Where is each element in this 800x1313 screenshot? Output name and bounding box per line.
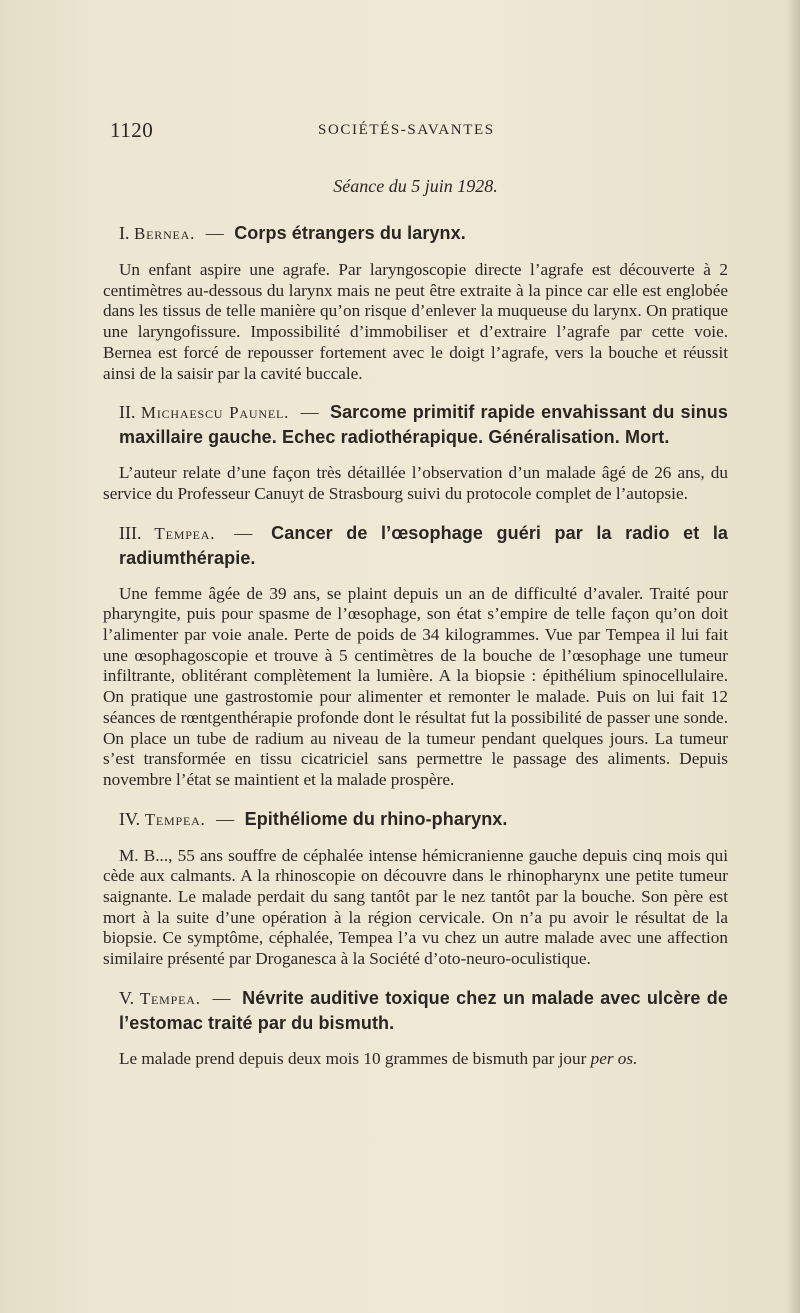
section-numeral: III.	[119, 522, 142, 543]
section-title	[103, 521, 728, 570]
running-head: SOCIÉTÉS-SAVANTES	[318, 122, 495, 138]
section-body: Une femme âgée de 39 ans, se plaint depuis un an de difficulté d’avaler. Traité pour pharyngite, puis pour spasme de l’œsophage, son état s’empire de telle façon qu’on doit l’alimenter par voie anale. Perte de poids de 34 kilogrammes. Vue par Tempea il lui fait une œsophagoscopie et trouve à 5 centimètres de la bouche de l’œsophage une tumeur infiltrante, oblitérant complètement la lumière. A la biopsie : épithélium spinocellulaire. On pratique une gastrostomie pour alimenter et remonter le malade. Puis on lui fait 12 séances de rœntgenthérapie profonde dont le résultat fut la possibilité de passer une sonde. On place un tube de radium au niveau de la tumeur pendant quelques jours. La tumeur s’est transformée en tissu cicatriciel sans permettre le passage des aliments. Depuis novembre l’état se maintient et la malade prospère.	[103, 583, 728, 789]
section-2	[103, 400, 728, 504]
section-3	[103, 521, 728, 791]
section-dash: —	[234, 522, 253, 543]
section-heading: Névrite auditive toxique chez un malade avec ulcère de l’estomac traité par du bismuth.	[119, 987, 729, 1033]
section-5	[103, 986, 728, 1070]
section-body: M. B..., 55 ans souffre de céphalée intense hémicranienne gauche depuis cinq mois qui cède aux calmants. A la rhinoscopie on découvre dans le rhinopharynx une petite tumeur saignante. Le malade perdait du sang tantôt par le nez tantôt par la bouche. Son père est mort à la suite d’une opération à la région cervicale. On n’a pu avoir le résultat de la biopsie. Ce symptôme, céphalée, Tempea l’a vu chez un autre malade avec une affection similaire présenté par Droganesca à la Société d’oto-neuro-oculistique.	[103, 845, 728, 969]
section-numeral: I.	[119, 223, 130, 243]
page-number: 1120	[110, 118, 154, 142]
section-numeral: II.	[119, 402, 136, 423]
section-heading: Epithéliome du rhino-pharynx.	[244, 808, 508, 829]
section-body	[103, 1049, 728, 1070]
section-body: Un enfant aspire une agrafe. Par laryngoscopie directe l’agrafe est découverte à 2 centimètres au-dessous du larynx mais ne peut être extraite à la pince car elle est englobée dans les tissus de telle manière qu’on risque d’enlever la muqueuse du larynx. On pratique une laryngofissure. Impossibilité d’immobiliser et d’extraire l’agrafe par cette voie. Bernea est forcé de repousser fortement avec le doigt l’agrafe, vers la bouche et réussit ainsi de la saisir par la cavité buccale.	[103, 260, 728, 383]
section-1	[103, 221, 728, 384]
section-heading: Sarcome primitif rapide envahissant du sinus maxillaire gauche. Echec radiothérapique. Généralisation. Mort.	[119, 402, 729, 448]
section-heading: Cancer de l’œsophage guéri par la radio et la radiumthérapie.	[119, 522, 729, 568]
section-numeral: IV.	[119, 808, 141, 829]
section-dash: —	[212, 987, 231, 1008]
section-4	[103, 807, 728, 970]
page-edge-shadow	[786, 0, 800, 1313]
section-body-italic: per os.	[590, 1048, 638, 1068]
section-dash: —	[216, 808, 235, 829]
session-title: Séance du 5 juin 1928.	[333, 176, 498, 196]
section-author: Bernea.	[134, 224, 196, 243]
section-author: Tempea.	[139, 988, 201, 1008]
section-title	[103, 807, 728, 832]
section-title	[103, 221, 728, 246]
section-author: Michaescu Paunel.	[140, 403, 290, 423]
page-header	[110, 118, 730, 148]
section-dash: —	[300, 402, 319, 423]
section-author: Tempea.	[154, 523, 216, 543]
section-body: L’auteur relate d’une façon très détaillée l’observation d’un malade âgé de 26 ans, du service du Professeur Canuyt de Strasbourg suivi du protocole complet de l’autopsie.	[103, 463, 728, 503]
section-author: Tempea.	[144, 809, 206, 829]
section-numeral: V.	[119, 987, 135, 1008]
section-body-text: Le malade prend depuis deux mois 10 grammes de bismuth par jour	[119, 1048, 587, 1068]
section-title	[103, 400, 728, 449]
section-heading: Corps étrangers du larynx.	[234, 223, 466, 243]
section-dash: —	[205, 223, 224, 243]
page-content	[103, 176, 728, 1086]
section-title	[103, 986, 728, 1035]
